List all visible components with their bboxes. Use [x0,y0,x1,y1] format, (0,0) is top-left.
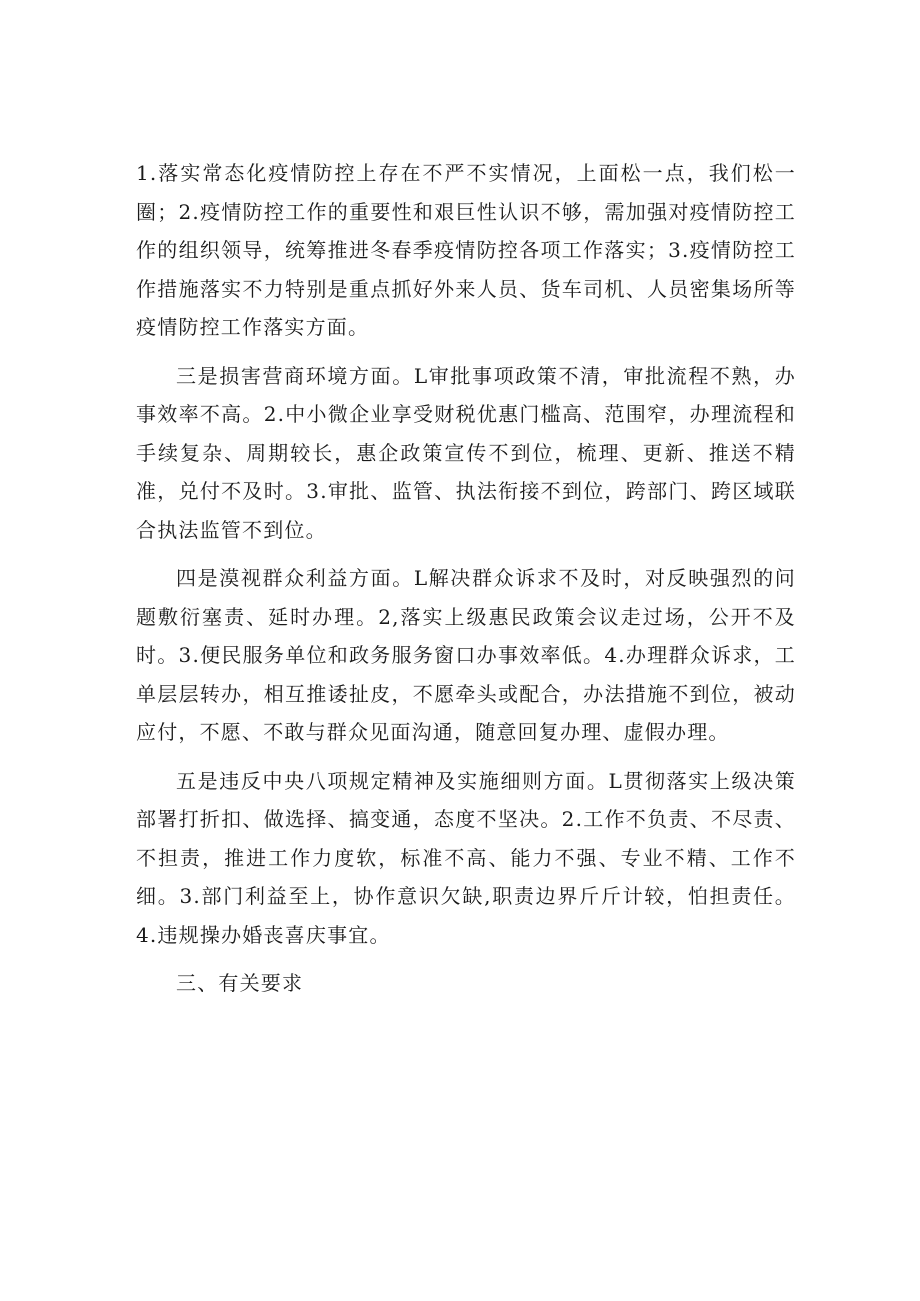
paragraph-eight-regulations: 五是违反中央八项规定精神及实施细则方面。L贯彻落实上级决策部署打折扣、做选择、搞变通，态度不坚决。2.工作不负责、不尽责、不担责，推进工作力度软，标准不高、能力不强、专业不精、工作不细。3.部门利益至上，协作意识欠缺,职责边界斤斤计较，怕担责任。4.违规操办婚丧喜庆事宜。 [136,768,796,947]
document-body [136,154,796,1013]
section-heading: 三、有关要求 [176,971,304,995]
paragraph-public-interest: 四是漠视群众利益方面。L解决群众诉求不及时，对反映强烈的问题敷衍塞责、延时办理。2,落实上级惠民政策会议走过场，公开不及时。3.便民服务单位和政务服务窗口办事效率低。4.办理群众诉求，工单层层转办，相互推诿扯皮，不愿牵头或配合，办法措施不到位，被动应付，不愿、不敢与群众见面沟通，随意回复办理、虚假办理。 [136,566,796,744]
paragraph-epidemic-control: 1.落实常态化疫情防控上存在不严不实情况，上面松一点，我们松一圈；2.疫情防控工作的重要性和艰巨性认识不够，需加强对疫情防控工作的组织领导，统筹推进冬春季疫情防控各项工作落实；3.疫情防控工作措施落实不力特别是重点抓好外来人员、货车司机、人员密集场所等疫情防控工作落实方面。 [136,161,796,339]
paragraph-business-environment: 三是损害营商环境方面。L审批事项政策不清，审批流程不熟，办事效率不高。2.中小微企业享受财税优惠门槛高、范围窄，办理流程和手续复杂、周期较长，惠企政策宣传不到位，梳理、更新、推送不精准，兑付不及时。3.审批、监管、执法衔接不到位，跨部门、跨区域联合执法监管不到位。 [136,363,796,542]
